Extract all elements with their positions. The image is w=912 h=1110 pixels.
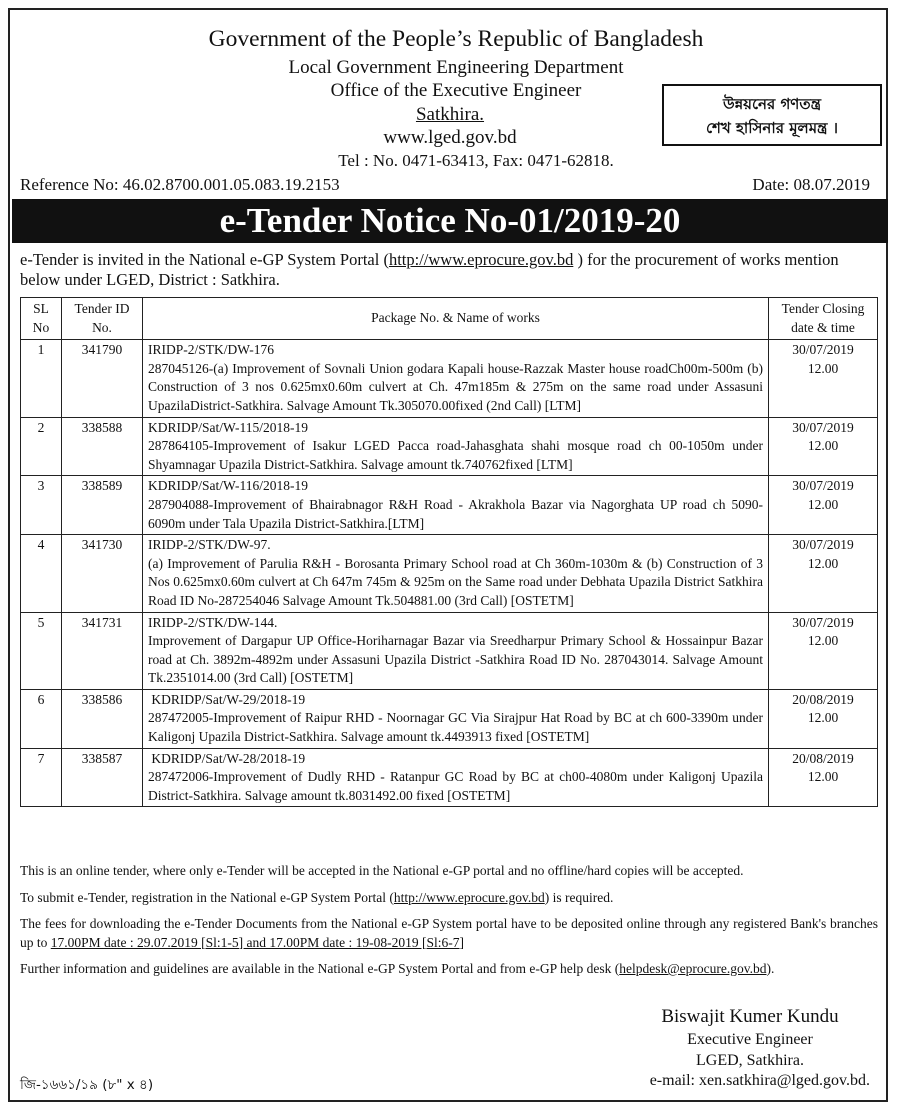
row-closing [769,417,878,476]
note-fees [20,915,878,952]
intro-text-before: e-Tender is invited in the National e-GP System Portal ( [20,250,389,269]
closing-date: 30/07/2019 [792,419,854,435]
signatory-title: Executive Engineer [687,1031,813,1048]
package-number: KDRIDP/Sat/W-116/2018-19 [148,478,308,494]
row-tender-id: 341731 [62,612,143,689]
closing-date: 30/07/2019 [792,537,854,553]
works-description: (a) Improvement of Parulia R&H - Borosanta Primary School road at Ch 360m-1030m & (b) Construction of 3 Nos 0.625mx0.60m culvert at Ch 647m 745m & 925m on the Same road under Debhata Upazila District Satkhira Road ID No-287254046 Salvage Amount Tk.504881.00 (3rd Call) [OSTETM] [148,555,763,608]
publication-code: জি-১৬৬১/১৯ (৮" x ৪) [20,1077,154,1093]
closing-date: 20/08/2019 [792,750,854,766]
works-description: 287904088-Improvement of Bhairabnagor R&H Road - Akrakhola Bazar via Nagorghata UP road ch 5090-6090m under Tala Upazila District-Satkhira.[LTM] [148,496,763,531]
tender-table [20,297,878,807]
works-description: 287472005-Improvement of Raipur RHD - Noornagar GC Via Sirajpur Hat Road by BC at ch 600-3390m under Kaligonj Upazila District-Satkhira. Salvage amount tk.4493913 fixed [OSTETM] [148,710,763,745]
package-number: IRIDP-2/STK/DW-144. [148,614,278,630]
row-sl: 2 [21,417,62,476]
motto-line-1: উন্নয়নের গণতন্ত্র [722,95,822,113]
row-package-works [143,689,769,748]
row-package-works [143,612,769,689]
row-sl: 6 [21,689,62,748]
header-tender-id: Tender ID No. [62,298,143,340]
row-sl: 4 [21,535,62,612]
row-closing [769,340,878,417]
closing-date: 30/07/2019 [792,478,854,494]
row-closing [769,612,878,689]
row-sl: 1 [21,340,62,417]
row-closing [769,689,878,748]
signature-block [600,1005,900,1071]
further-text-before: Further information and guidelines are available in the National e-GP System Portal and from e-GP help desk ( [20,961,620,976]
table-row [21,689,878,748]
registration-text-after: ) is required. [544,889,614,905]
reference-number: Reference No: 46.02.8700.001.05.083.19.2153 [20,175,340,194]
table-row [21,748,878,807]
header-closing: Tender Closing date & time [769,298,878,340]
further-text-after: ). [766,961,775,976]
row-tender-id: 338588 [62,417,143,476]
header-package: Package No. & Name of works [143,298,769,340]
closing-date: 30/07/2019 [792,614,854,630]
package-number: IRIDP-2/STK/DW-97. [148,537,271,553]
closing-date: 30/07/2019 [792,342,854,358]
motto-box [662,84,882,146]
portal-link[interactable]: http://www.eprocure.gov.bd [388,250,574,269]
row-package-works [143,476,769,535]
works-description: 287864105-Improvement of Isakur LGED Pacca road-Jahasghata shahi mosque road ch 00-1050m under Shyamnagar Upazila District-Satkhira. Salvage amount tk.740762fixed [LTM] [148,438,763,472]
table-row [21,535,878,612]
closing-date: 20/08/2019 [792,691,854,707]
intro-text-after: ) for the procurement of works mention below under LGED, District : Satkhira. [20,250,839,289]
package-number: KDRIDP/Sat/W-29/2018-19 [148,691,306,707]
works-description: 287045126-(a) Improvement of Sovnali Union godara Kapali house-Razzak Master house roadCh00m-500m (b) Construction of 3 nos 0.625mx0.60m culvert at Ch. 47m185m & 275m on the same road under Assasuni UpazilaDistrict-Satkhira. Salvage Amount Tk.305070.00fixed (2nd Call) [LTM] [148,360,763,413]
row-package-works [143,535,769,612]
row-tender-id: 338586 [62,689,143,748]
signatory-name: Biswajit Kumer Kundu [661,1006,839,1027]
note-registration [20,889,878,908]
registration-link[interactable]: http://www.eprocure.gov.bd [393,889,545,905]
row-tender-id: 341790 [62,340,143,417]
district-text: Satkhira. [415,104,485,125]
registration-text-before: To submit e-Tender, registration in the National e-GP System Portal ( [20,889,394,905]
row-closing [769,748,878,807]
table-row [21,340,878,417]
note-online: This is an online tender, where only e-Tender will be accepted in the National e-GP portal and no offline/hard copies will be accepted. [20,863,744,878]
signatory-office: LGED, Satkhira. [696,1052,804,1069]
row-package-works [143,748,769,807]
row-sl: 7 [21,748,62,807]
signatory-email: e-mail: xen.satkhira@lged.gov.bd. [649,1072,870,1089]
row-tender-id: 338587 [62,748,143,807]
row-sl: 3 [21,476,62,535]
closing-time: 12.00 [807,769,839,785]
closing-time: 12.00 [807,710,839,726]
row-tender-id: 341730 [62,535,143,612]
contact-line: Tel : No. 0471-63413, Fax: 0471-62818. [338,151,614,170]
intro-paragraph [20,250,878,290]
row-package-works [143,340,769,417]
row-tender-id: 338589 [62,476,143,535]
table-row [21,612,878,689]
table-row [21,417,878,476]
header-sl: SL No [21,298,62,340]
note-further-info [20,960,878,979]
closing-time: 12.00 [807,633,839,649]
helpdesk-email-link[interactable]: helpdesk@eprocure.gov.bd [619,961,767,976]
notice-date: Date: 08.07.2019 [752,175,870,194]
motto-line-2: শেখ হাসিনার মূলমন্ত্র । [705,119,839,137]
works-description: 287472006-Improvement of Dudly RHD - Ratanpur GC Road by BC at ch00-4080m under Kaligonj Upazila District-Satkhira. Salvage amount tk.8031492.00 fixed [OSTETM] [148,769,763,803]
table-row [21,476,878,535]
office-name: Office of the Executive Engineer [330,80,582,101]
package-number: IRIDP-2/STK/DW-176 [148,342,274,358]
fees-text: The fees for downloading the e-Tender Documents from the National e-GP System portal have to be deposited online through any registered Bank's branches up to [20,916,878,950]
closing-time: 12.00 [807,496,839,512]
row-package-works [143,417,769,476]
website: www.lged.gov.bd [383,127,517,148]
closing-time: 12.00 [807,438,839,454]
notes-section [20,862,878,987]
row-closing [769,476,878,535]
closing-time: 12.00 [807,555,839,571]
closing-time: 12.00 [807,360,839,376]
department-name: Local Government Engineering Department [288,57,624,78]
works-description: Improvement of Dargapur UP Office-Horiharnagar Bazar via Sreedharpur Primary School & Hossainpur Bazar road at Ch. 3892m-4892m under Assasuni Upazila District -Satkhira Road ID No. 287043014. Salvage Amount Tk.2351014.00 (3rd Call) [OSTETM] [148,633,763,686]
row-closing [769,535,878,612]
government-title: Government of the People’s Republic of Bangladesh [208,26,704,52]
package-number: KDRIDP/Sat/W-115/2018-19 [148,419,308,435]
row-sl: 5 [21,612,62,689]
notice-banner: e-Tender Notice No-01/2019-20 [12,199,888,243]
package-number: KDRIDP/Sat/W-28/2018-19 [148,750,306,766]
table-header-row [21,298,878,340]
fees-deadline: 17.00PM date : 29.07.2019 [Sl:1-5] and 17.00PM date : 19-08-2019 [Sl:6-7] [50,934,464,950]
